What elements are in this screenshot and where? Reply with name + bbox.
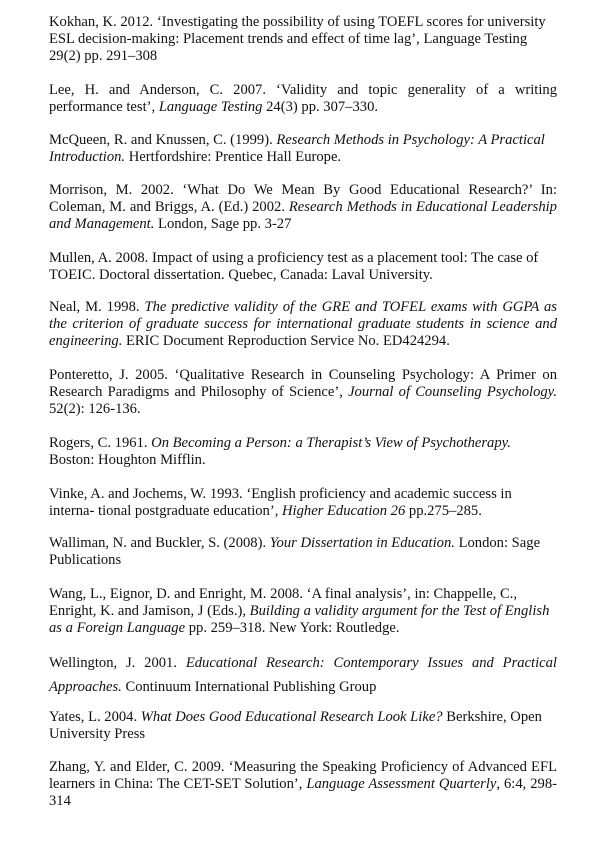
reference-entry bbox=[49, 759, 557, 810]
reference-text: Wellington, J. 2001. bbox=[49, 655, 186, 671]
reference-entry bbox=[49, 486, 557, 520]
reference-text: Rogers, C. 1961. bbox=[49, 435, 152, 451]
reference-text: 24(3) pp. 307–330. bbox=[262, 99, 379, 115]
reference-entry bbox=[49, 250, 557, 284]
reference-entry bbox=[49, 435, 557, 469]
reference-text: pp.275–285. bbox=[405, 503, 482, 519]
reference-text: Neal, M. 1998. bbox=[49, 299, 145, 315]
reference-title-italic: Educational Research: Contemporary Issues and Practical Approaches. bbox=[49, 655, 557, 695]
reference-title-italic: Language Testing bbox=[158, 99, 263, 115]
reference-text: pp. 259–318. New York: Routledge. bbox=[185, 620, 400, 636]
reference-entry bbox=[49, 132, 557, 166]
reference-title-italic: What Does Good Educational Research Look Like? bbox=[140, 709, 443, 725]
reference-title-italic: The predictive validity of the GRE and TOFEL exams with GGPA as the criterion of graduate success for international graduate students in science and engineering. bbox=[49, 299, 557, 349]
reference-title-italic: Language Assessment Quarterly bbox=[306, 776, 497, 792]
reference-entry bbox=[49, 299, 557, 350]
reference-text: Kokhan, K. 2012. ‘Investigating the possibility of using TOEFL scores for university ESL decision-making: Placement trends and effect of time lag’, Language Testing 29(2) pp. 291–308 bbox=[49, 14, 546, 64]
reference-text: Berkshire, Open University Press bbox=[49, 709, 542, 742]
reference-title-italic: Research Methods in Psychology: A Practical Introduction. bbox=[49, 132, 545, 165]
reference-text: Lee, H. and Anderson, C. 2007. ‘Validity and topic generality of a writing performance test’, bbox=[49, 82, 557, 115]
reference-text: ERIC Document Reproduction Service No. ED424294. bbox=[122, 333, 450, 349]
reference-entry bbox=[49, 367, 557, 418]
reference-text: McQueen, R. and Knussen, C. (1999). bbox=[49, 132, 277, 148]
reference-entry bbox=[49, 182, 557, 233]
reference-entry bbox=[49, 651, 557, 699]
reference-title-italic: Building a validity argument for the Test of English as a Foreign Language bbox=[49, 603, 550, 636]
reference-text: Yates, L. 2004. bbox=[49, 709, 141, 725]
reference-text: Ponteretto, J. 2005. ‘Qualitative Research in Counseling Psychology: A Primer on Research Paradigms and Philosophy of Science’, bbox=[49, 367, 557, 400]
reference-entry bbox=[49, 14, 557, 65]
reference-text: Boston: Houghton Mifflin. bbox=[49, 452, 206, 468]
reference-entry bbox=[49, 709, 557, 743]
reference-text: , 6:4, 298-314 bbox=[49, 776, 557, 809]
reference-text: Zhang, Y. and Elder, C. 2009. ‘Measuring the Speaking Proficiency of Advanced EFL learners in China: The CET-SET Solution’, bbox=[49, 759, 557, 792]
reference-entry bbox=[49, 82, 557, 116]
reference-text: Hertfordshire: Prentice Hall Europe. bbox=[125, 149, 342, 165]
reference-text: 52(2): 126-136. bbox=[49, 401, 141, 417]
reference-title-italic: Research Methods in Educational Leadership and Management. bbox=[49, 199, 557, 232]
reference-entry bbox=[49, 535, 557, 569]
reference-text: London: Sage Publications bbox=[49, 535, 541, 568]
reference-text: Vinke, A. and Jochems, W. 1993. ‘English proficiency and academic success in interna- tional postgraduate education’, bbox=[49, 486, 512, 519]
reference-title-italic: On Becoming a Person: a Therapist’s View of Psychotherapy. bbox=[151, 435, 511, 451]
reference-text: London, Sage pp. 3-27 bbox=[154, 216, 292, 232]
reference-text: Walliman, N. and Buckler, S. (2008). bbox=[49, 535, 270, 551]
reference-title-italic: Higher Education 26 bbox=[282, 503, 406, 519]
reference-text: Continuum International Publishing Group bbox=[121, 679, 377, 695]
reference-title-italic: Your Dissertation in Education. bbox=[269, 535, 455, 551]
reference-entry bbox=[49, 586, 557, 637]
reference-text: Wang, L., Eignor, D. and Enright, M. 2008. ‘A final analysis’, in: Chappelle, C., Enright, K. and Jamison, J (Eds.), bbox=[49, 586, 518, 619]
reference-title-italic: Journal of Counseling Psychology. bbox=[348, 384, 557, 400]
reference-text: Morrison, M. 2002. ‘What Do We Mean By Good Educational Research?’ In: Coleman, M. and Briggs, A. (Ed.) 2002. bbox=[49, 182, 557, 215]
reference-text: Mullen, A. 2008. Impact of using a proficiency test as a placement tool: The case of TOEIC. Doctoral dissertation. Quebec, Canada: Laval University. bbox=[49, 250, 539, 283]
